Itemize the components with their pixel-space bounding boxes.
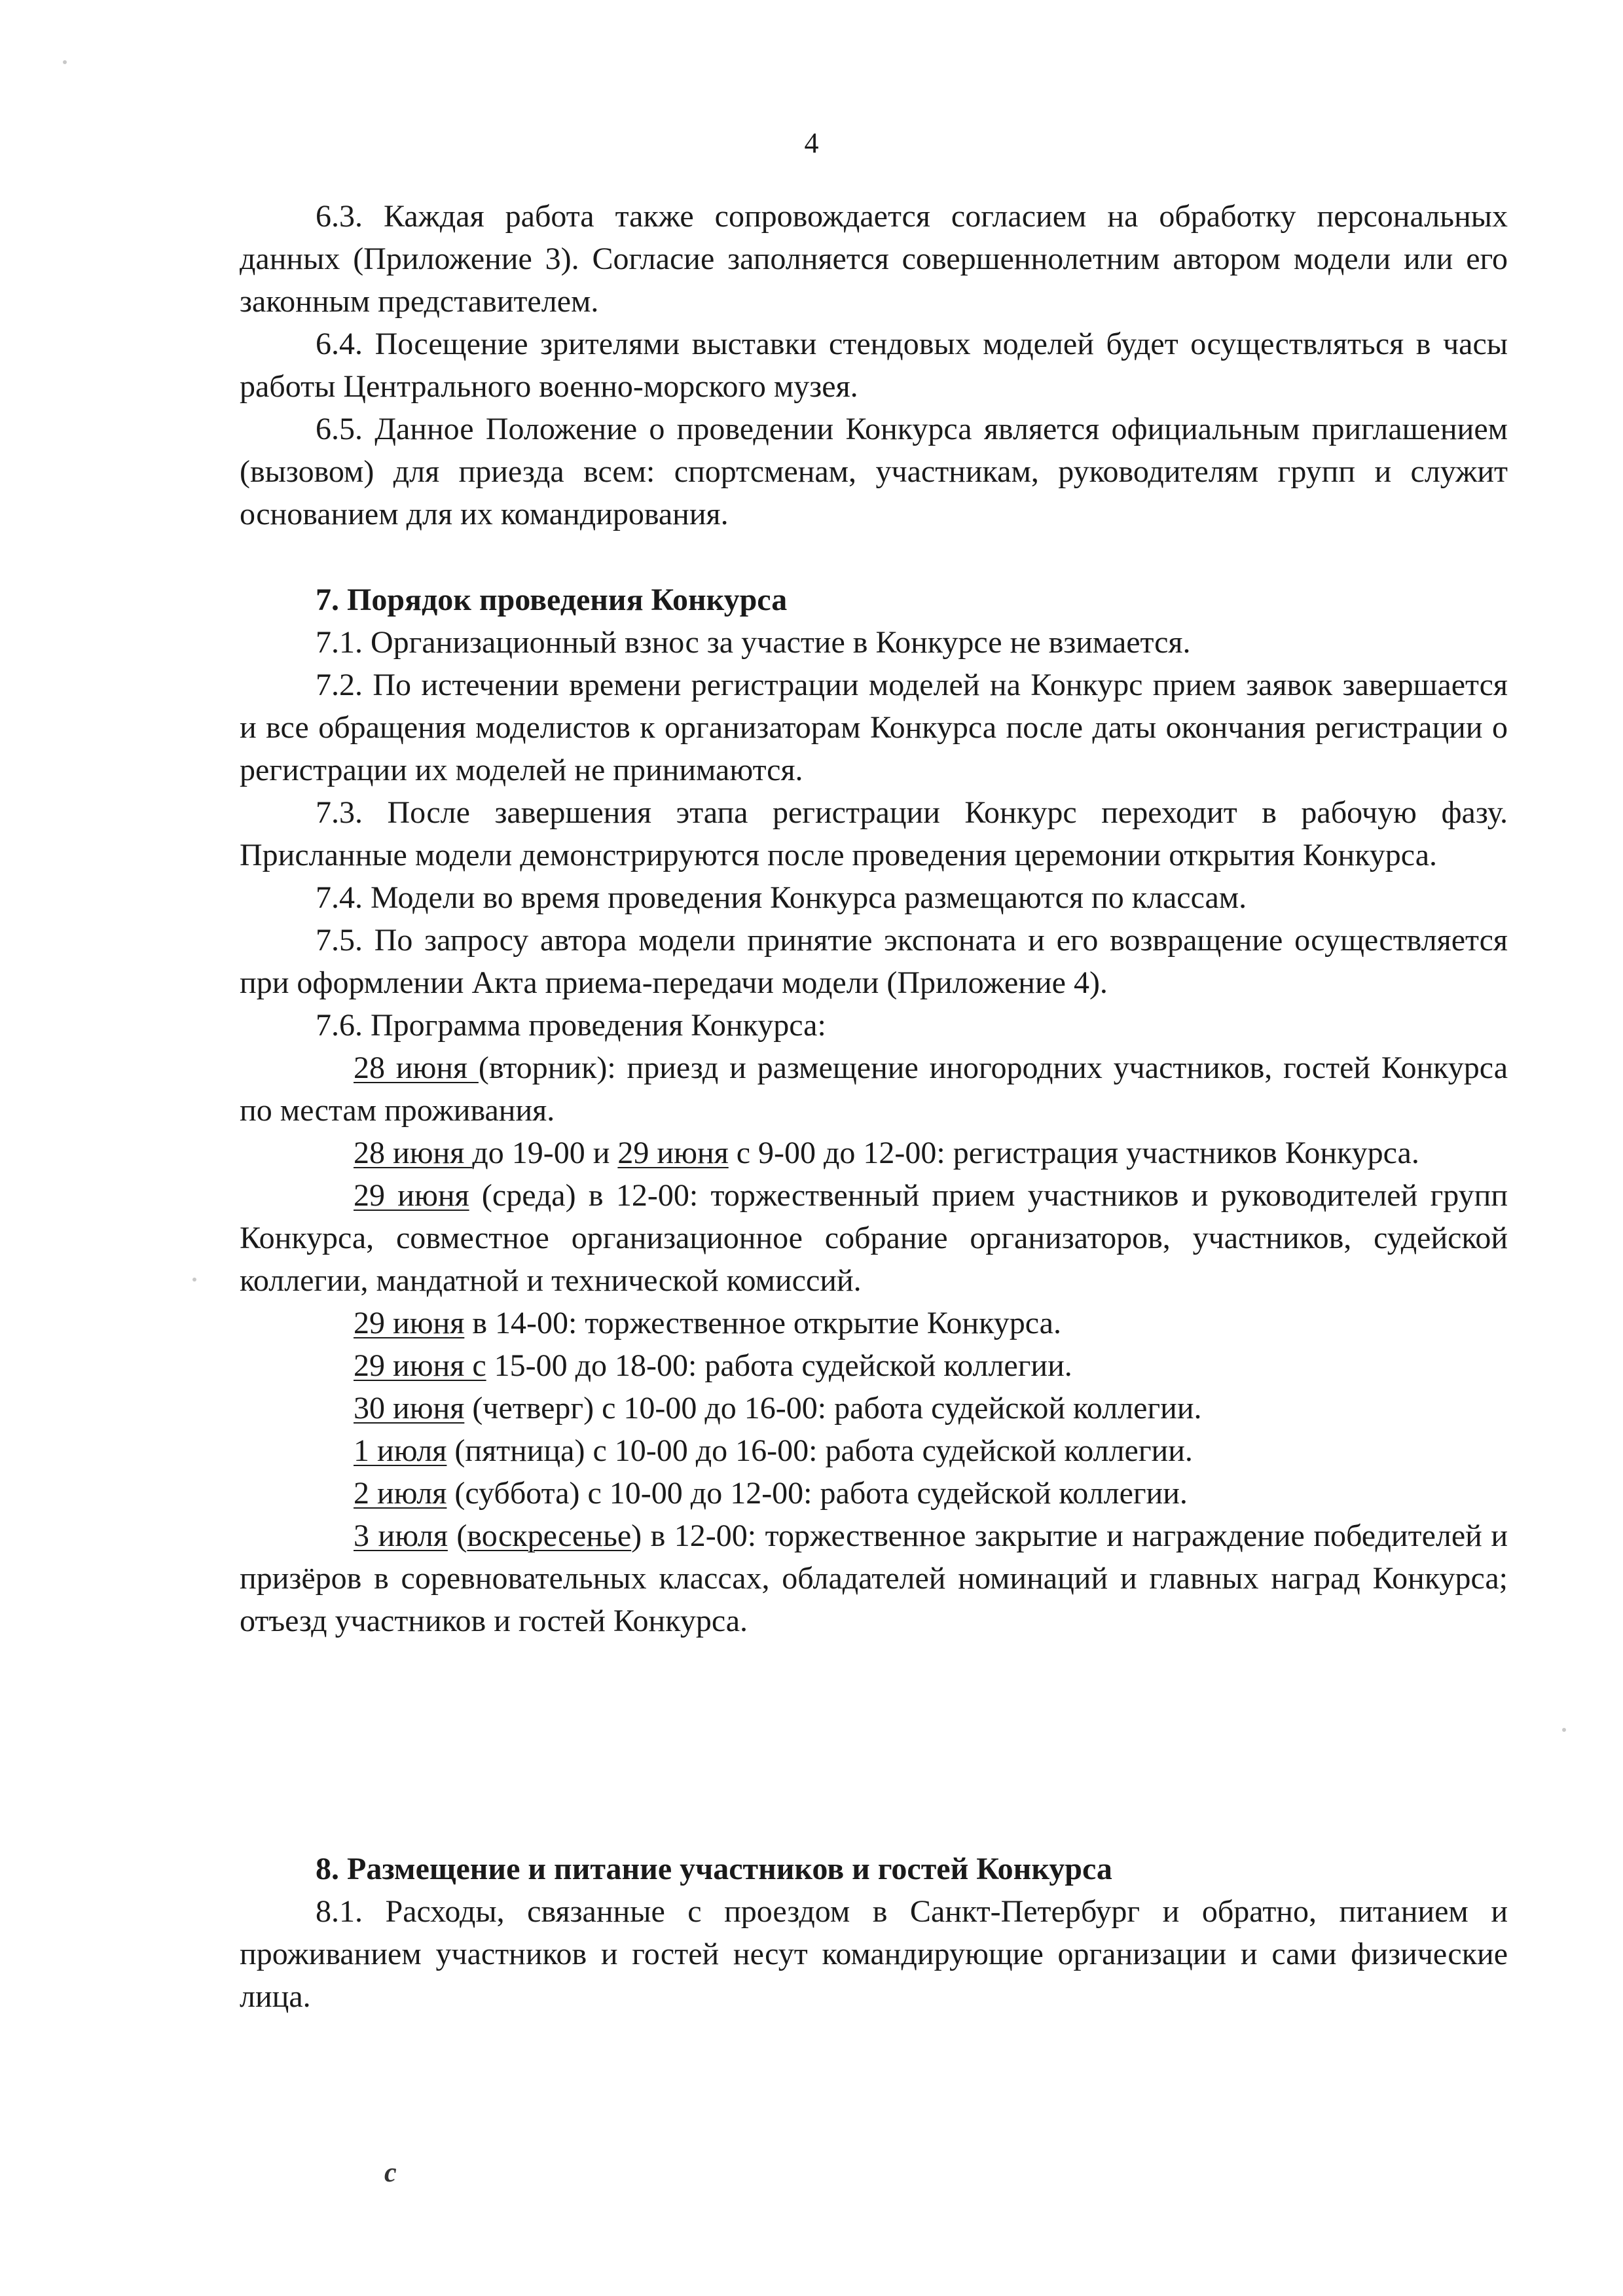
handwritten-mark: с bbox=[384, 2158, 397, 2188]
program-date: 2 июля bbox=[354, 1476, 447, 1511]
program-text: ( bbox=[447, 1518, 467, 1553]
program-item bbox=[240, 1387, 1508, 1429]
paragraph-7-5: 7.5. По запросу автора модели принятие экспоната и его возвращение осуществляется при оформлении Акта приема-передачи модели (Приложение 4). bbox=[240, 923, 1508, 1000]
program-text: 15-00 до 18-00: работа судейской коллегии. bbox=[486, 1348, 1072, 1383]
paragraph-8-1: 8.1. Расходы, связанные с проездом в Санкт-Петербург и обратно, питанием и проживанием участников и гостей несут командирующие организации и сами физические лица. bbox=[240, 1894, 1508, 2014]
program-date: воскресенье bbox=[467, 1518, 632, 1553]
paragraph-7-1: 7.1. Организационный взнос за участие в Конкурсе не взимается. bbox=[316, 625, 1191, 660]
paragraph-6-4: 6.4. Посещение зрителями выставки стендовых моделей будет осуществляться в часы работы Центрального военно-морского музея. bbox=[240, 327, 1508, 404]
program-text: в 14-00: торжественное открытие Конкурса. bbox=[464, 1306, 1061, 1340]
paragraph-7-3: 7.3. После завершения этапа регистрации Конкурс переходит в рабочую фазу. Присланные модели демонстрируются после проведения церемонии открытия Конкурса. bbox=[240, 795, 1508, 872]
program-text: ) в 12-00: торжественное закрытие и награждение победителей и призёров в соревновательных классах, обладателей номинаций и главных наград Конкурса; отъезд участников и гостей Конкурса. bbox=[240, 1518, 1508, 1638]
section-7-heading: 7. Порядок проведения Конкурса bbox=[316, 583, 788, 617]
paragraph-7-2: 7.2. По истечении времени регистрации моделей на Конкурс прием заявок завершается и все обращения моделистов к организаторам Конкурса после даты окончания регистрации о регистрации их моделей не принимаются. bbox=[240, 668, 1508, 787]
scan-speck bbox=[1562, 1728, 1566, 1732]
program-text: до 19-00 и bbox=[472, 1136, 618, 1170]
program-text: (суббота) с 10-00 до 12-00: работа судейской коллегии. bbox=[447, 1476, 1188, 1511]
paragraph-6-5: 6.5. Данное Положение о проведении Конкурса является официальным приглашением (вызовом) для приезда всем: спортсменам, участникам, руководителям групп и служит основанием для их командирования. bbox=[240, 412, 1508, 531]
section-8-heading: 8. Размещение и питание участников и гостей Конкурса bbox=[316, 1852, 1112, 1886]
program-text: (пятница) с 10-00 до 16-00: работа судейской коллегии. bbox=[447, 1433, 1193, 1468]
scan-speck bbox=[63, 60, 67, 64]
program-date: 1 июля bbox=[354, 1433, 447, 1468]
program-text: (вторник): приезд и размещение иногородних участников, гостей Конкурса по местам проживания. bbox=[240, 1050, 1508, 1128]
program-item bbox=[240, 1472, 1508, 1515]
program-item bbox=[240, 1047, 1508, 1132]
program-item bbox=[240, 1344, 1508, 1387]
program-date: 30 июня bbox=[354, 1391, 465, 1426]
program-date: 28 июня bbox=[354, 1136, 473, 1170]
program-date: 29 июня bbox=[354, 1178, 469, 1213]
program-text: (четверг) с 10-00 до 16-00: работа судейской коллегии. bbox=[464, 1391, 1202, 1426]
program-item bbox=[240, 1174, 1508, 1302]
program-date: 3 июля bbox=[354, 1518, 448, 1553]
section-7 bbox=[240, 579, 1508, 1642]
paragraph-7-6: 7.6. Программа проведения Конкурса: bbox=[316, 1008, 826, 1043]
program-item bbox=[240, 1515, 1508, 1642]
program-item bbox=[240, 1302, 1508, 1344]
program-date: 29 июня с bbox=[354, 1348, 486, 1383]
section-8 bbox=[240, 1848, 1508, 2018]
paragraph-6-3: 6.3. Каждая работа также сопровождается согласием на обработку персональных данных (Приложение 3). Согласие заполняется совершеннолетним автором модели или его законным представителем. bbox=[240, 199, 1508, 319]
section-6 bbox=[240, 195, 1508, 535]
scan-speck bbox=[192, 1278, 196, 1282]
program-item bbox=[240, 1429, 1508, 1472]
program-date: 29 июня bbox=[354, 1306, 465, 1340]
program-text: (среда) в 12-00: торжественный прием участников и руководителей групп Конкурса, совместное организационное собрание организаторов, участников, судейской коллегии, мандатной и технической комиссий. bbox=[240, 1178, 1508, 1298]
program-text: с 9-00 до 12-00: регистрация участников Конкурса. bbox=[728, 1136, 1419, 1170]
program-item bbox=[240, 1132, 1508, 1174]
paragraph-7-4: 7.4. Модели во время проведения Конкурса размещаются по классам. bbox=[316, 880, 1247, 915]
page-number: 4 bbox=[804, 127, 819, 159]
program-date: 28 июня bbox=[354, 1050, 479, 1085]
program-date: 29 июня bbox=[617, 1136, 729, 1170]
